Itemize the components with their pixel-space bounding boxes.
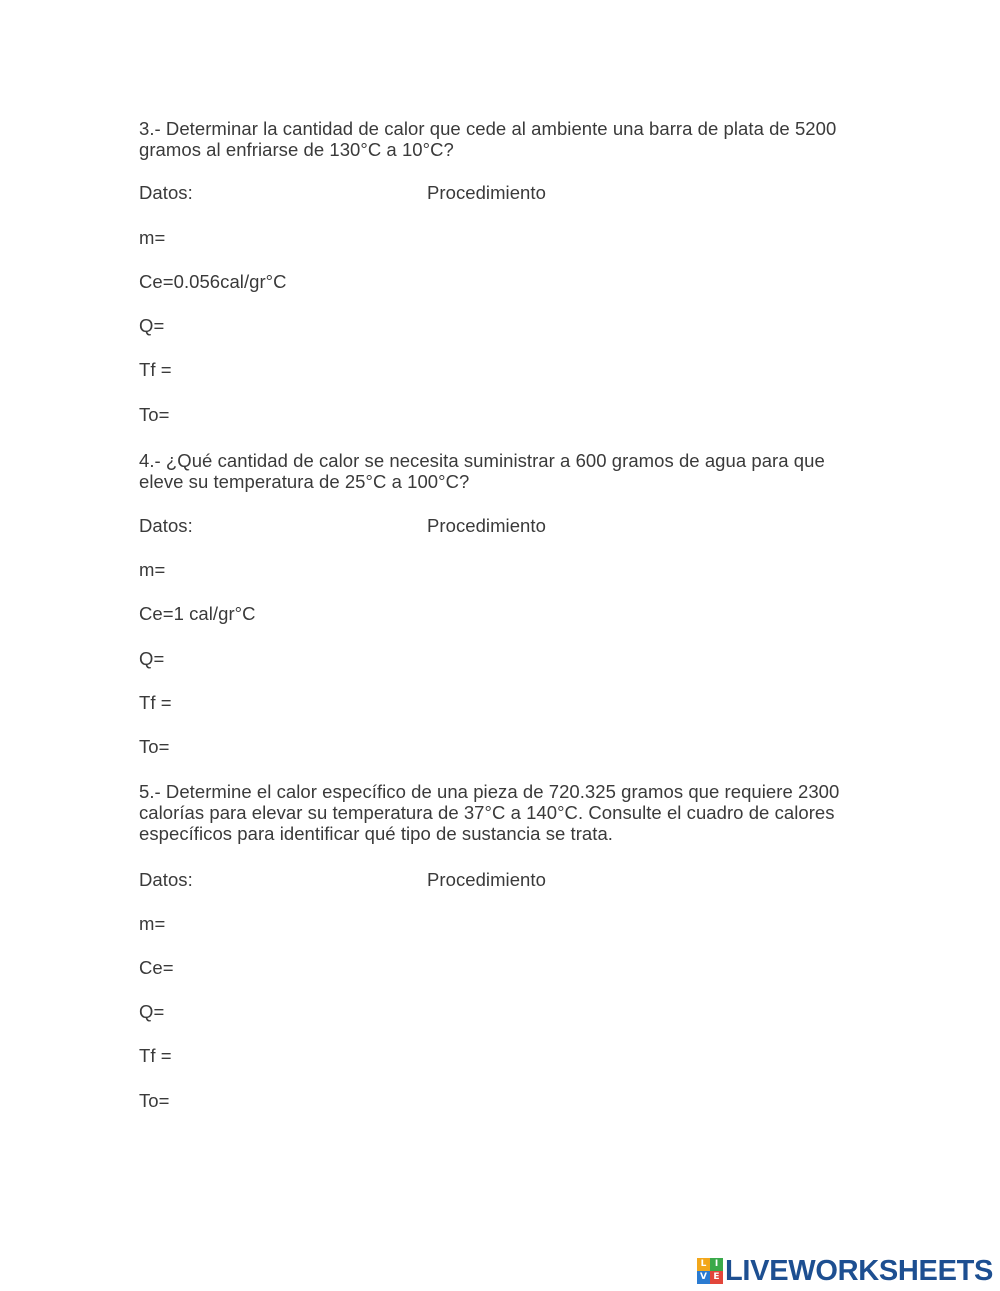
field-m: m= — [139, 913, 166, 934]
logo-icon-letter: I — [710, 1258, 723, 1271]
datos-label: Datos: — [139, 869, 193, 890]
field-q: Q= — [139, 1001, 165, 1022]
field-to: To= — [139, 736, 170, 757]
field-ce: Ce=0.056cal/gr°C — [139, 271, 287, 292]
datos-label: Datos: — [139, 182, 193, 203]
field-tf: Tf = — [139, 692, 172, 713]
datos-label: Datos: — [139, 515, 193, 536]
field-ce: Ce= — [139, 957, 174, 978]
procedimiento-label: Procedimiento — [427, 869, 546, 890]
field-ce: Ce=1 cal/gr°C — [139, 603, 256, 624]
procedimiento-label: Procedimiento — [427, 515, 546, 536]
question-3-text: 3.- Determinar la cantidad de calor que cede al ambiente una barra de plata de 5200 gramos al enfriarse de 130°C a 10°C? — [139, 118, 837, 160]
field-m: m= — [139, 559, 166, 580]
field-tf: Tf = — [139, 1045, 172, 1066]
field-tf: Tf = — [139, 359, 172, 380]
logo-icon-letter: L — [697, 1258, 710, 1271]
question-4-text: 4.- ¿Qué cantidad de calor se necesita suministrar a 600 gramos de agua para que eleve su temperatura de 25°C a 100°C? — [139, 450, 825, 492]
field-to: To= — [139, 1090, 170, 1111]
question-5-text: 5.- Determine el calor específico de una pieza de 720.325 gramos que requiere 2300 calorías para elevar su temperatura de 37°C a 140°C. Consulte el cuadro de calores específicos para identificar qué tipo de sustancia se trata. — [139, 781, 840, 844]
liveworksheets-logo-icon — [697, 1258, 723, 1284]
field-to: To= — [139, 404, 170, 425]
logo-icon-letter: V — [697, 1271, 710, 1284]
field-q: Q= — [139, 648, 165, 669]
logo-icon-letter: E — [710, 1271, 723, 1284]
field-m: m= — [139, 227, 166, 248]
liveworksheets-logo — [697, 1255, 993, 1287]
procedimiento-label: Procedimiento — [427, 182, 546, 203]
field-q: Q= — [139, 315, 165, 336]
logo-text: LIVEWORKSHEETS — [725, 1254, 994, 1287]
